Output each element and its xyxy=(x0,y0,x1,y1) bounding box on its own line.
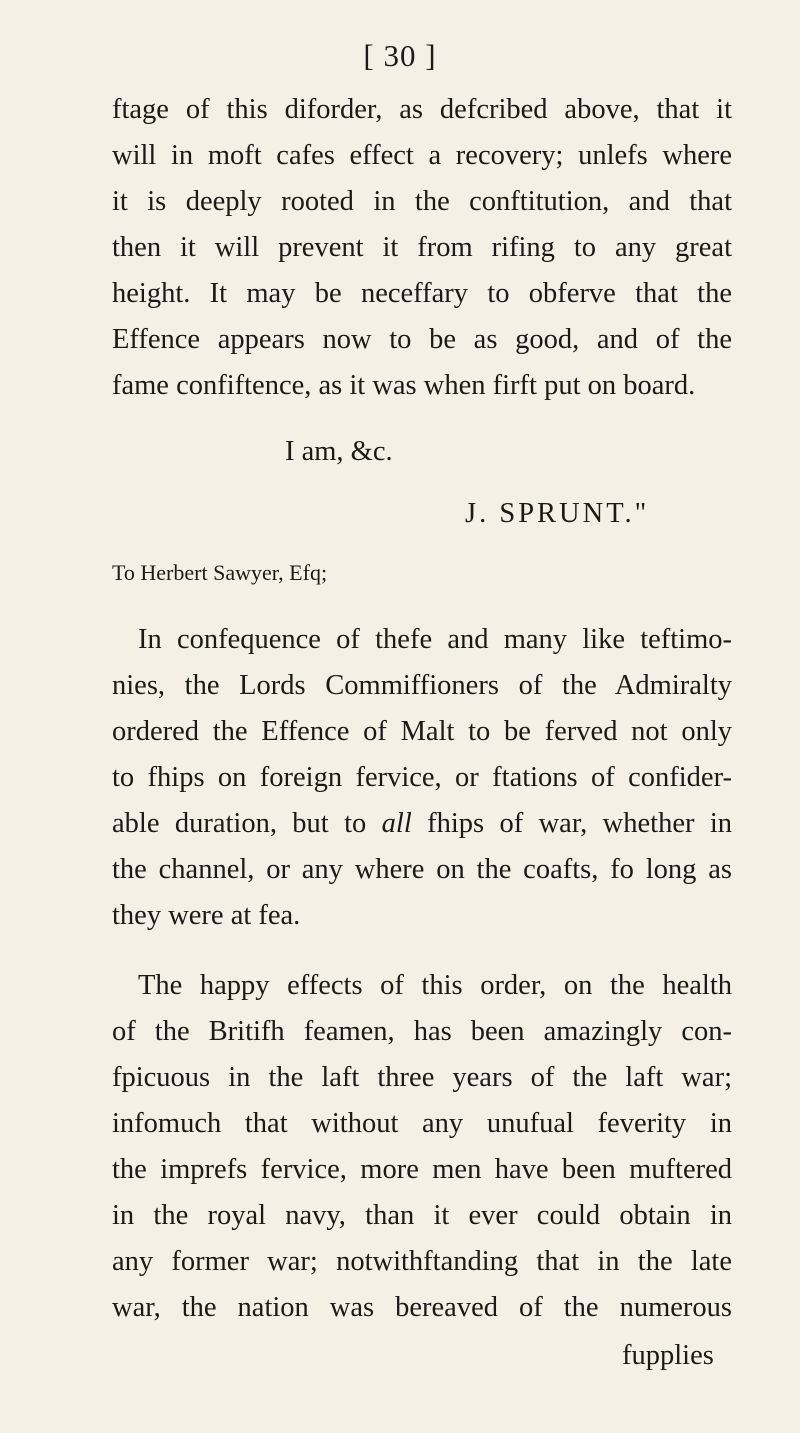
paragraph-1-line: it is deeply rooted in the conftitution, and that xyxy=(112,186,732,217)
paragraph-2-line: nies, the Lords Commiffioners of the Admiralty xyxy=(112,670,732,701)
paragraph-2-line: to fhips on foreign fervice, or ftations of confider- xyxy=(112,762,732,793)
paragraph-3-line: fpicuous in the laft three years of the laft war; xyxy=(112,1062,732,1093)
paragraph-1-line: ftage of this diforder, as defcribed above, that it xyxy=(112,94,732,125)
paragraph-2-line: they were at fea. xyxy=(112,900,301,931)
paragraph-3-line: infomuch that without any unufual feverity in xyxy=(112,1108,732,1139)
paragraph-2-line: ordered the Effence of Malt to be ferved not only xyxy=(112,716,732,747)
paragraph-1-line: fame confiftence, as it was when firft put on board. xyxy=(112,370,696,401)
paragraph-2-line: In confequence of thefe and many like teftimo- xyxy=(138,624,732,655)
paragraph-3-line: The happy effects of this order, on the health xyxy=(138,970,732,1001)
paragraph-1-line: height. It may be neceffary to obferve that the xyxy=(112,278,732,309)
paragraph-3-line: war, the nation was bereaved of the numerous xyxy=(112,1292,732,1323)
paragraph-3-line: in the royal navy, than it ever could obtain in xyxy=(112,1200,732,1231)
paragraph-1-line: then it will prevent it from rifing to any great xyxy=(112,232,732,263)
letter-addressee: To Herbert Sawyer, Efq; xyxy=(112,560,328,585)
paragraph-2-line xyxy=(112,810,732,839)
text-run: able duration, but to xyxy=(112,808,382,839)
paragraph-3-line: of the Britifh feamen, has been amazingly con- xyxy=(112,1016,732,1047)
paragraph-3-line: the imprefs fervice, more men have been muftered xyxy=(112,1154,732,1185)
letter-signature: J. SPRUNT." xyxy=(465,498,650,529)
page-number-header: [ 30 ] xyxy=(363,38,437,73)
emphasized-word: all xyxy=(381,808,412,839)
paragraph-1-line: will in moft cafes effect a recovery; unlefs where xyxy=(112,140,732,171)
paragraph-2-line: the channel, or any where on the coafts, fo long as xyxy=(112,854,732,885)
text-run: fhips of war, whether in xyxy=(411,808,733,839)
catchword: fupplies xyxy=(622,1340,714,1371)
paragraph-1-line: Effence appears now to be as good, and of the xyxy=(112,324,732,355)
paragraph-3-line: any former war; notwithftanding that in the late xyxy=(112,1246,732,1277)
letter-signoff: I am, &c. xyxy=(285,436,393,467)
